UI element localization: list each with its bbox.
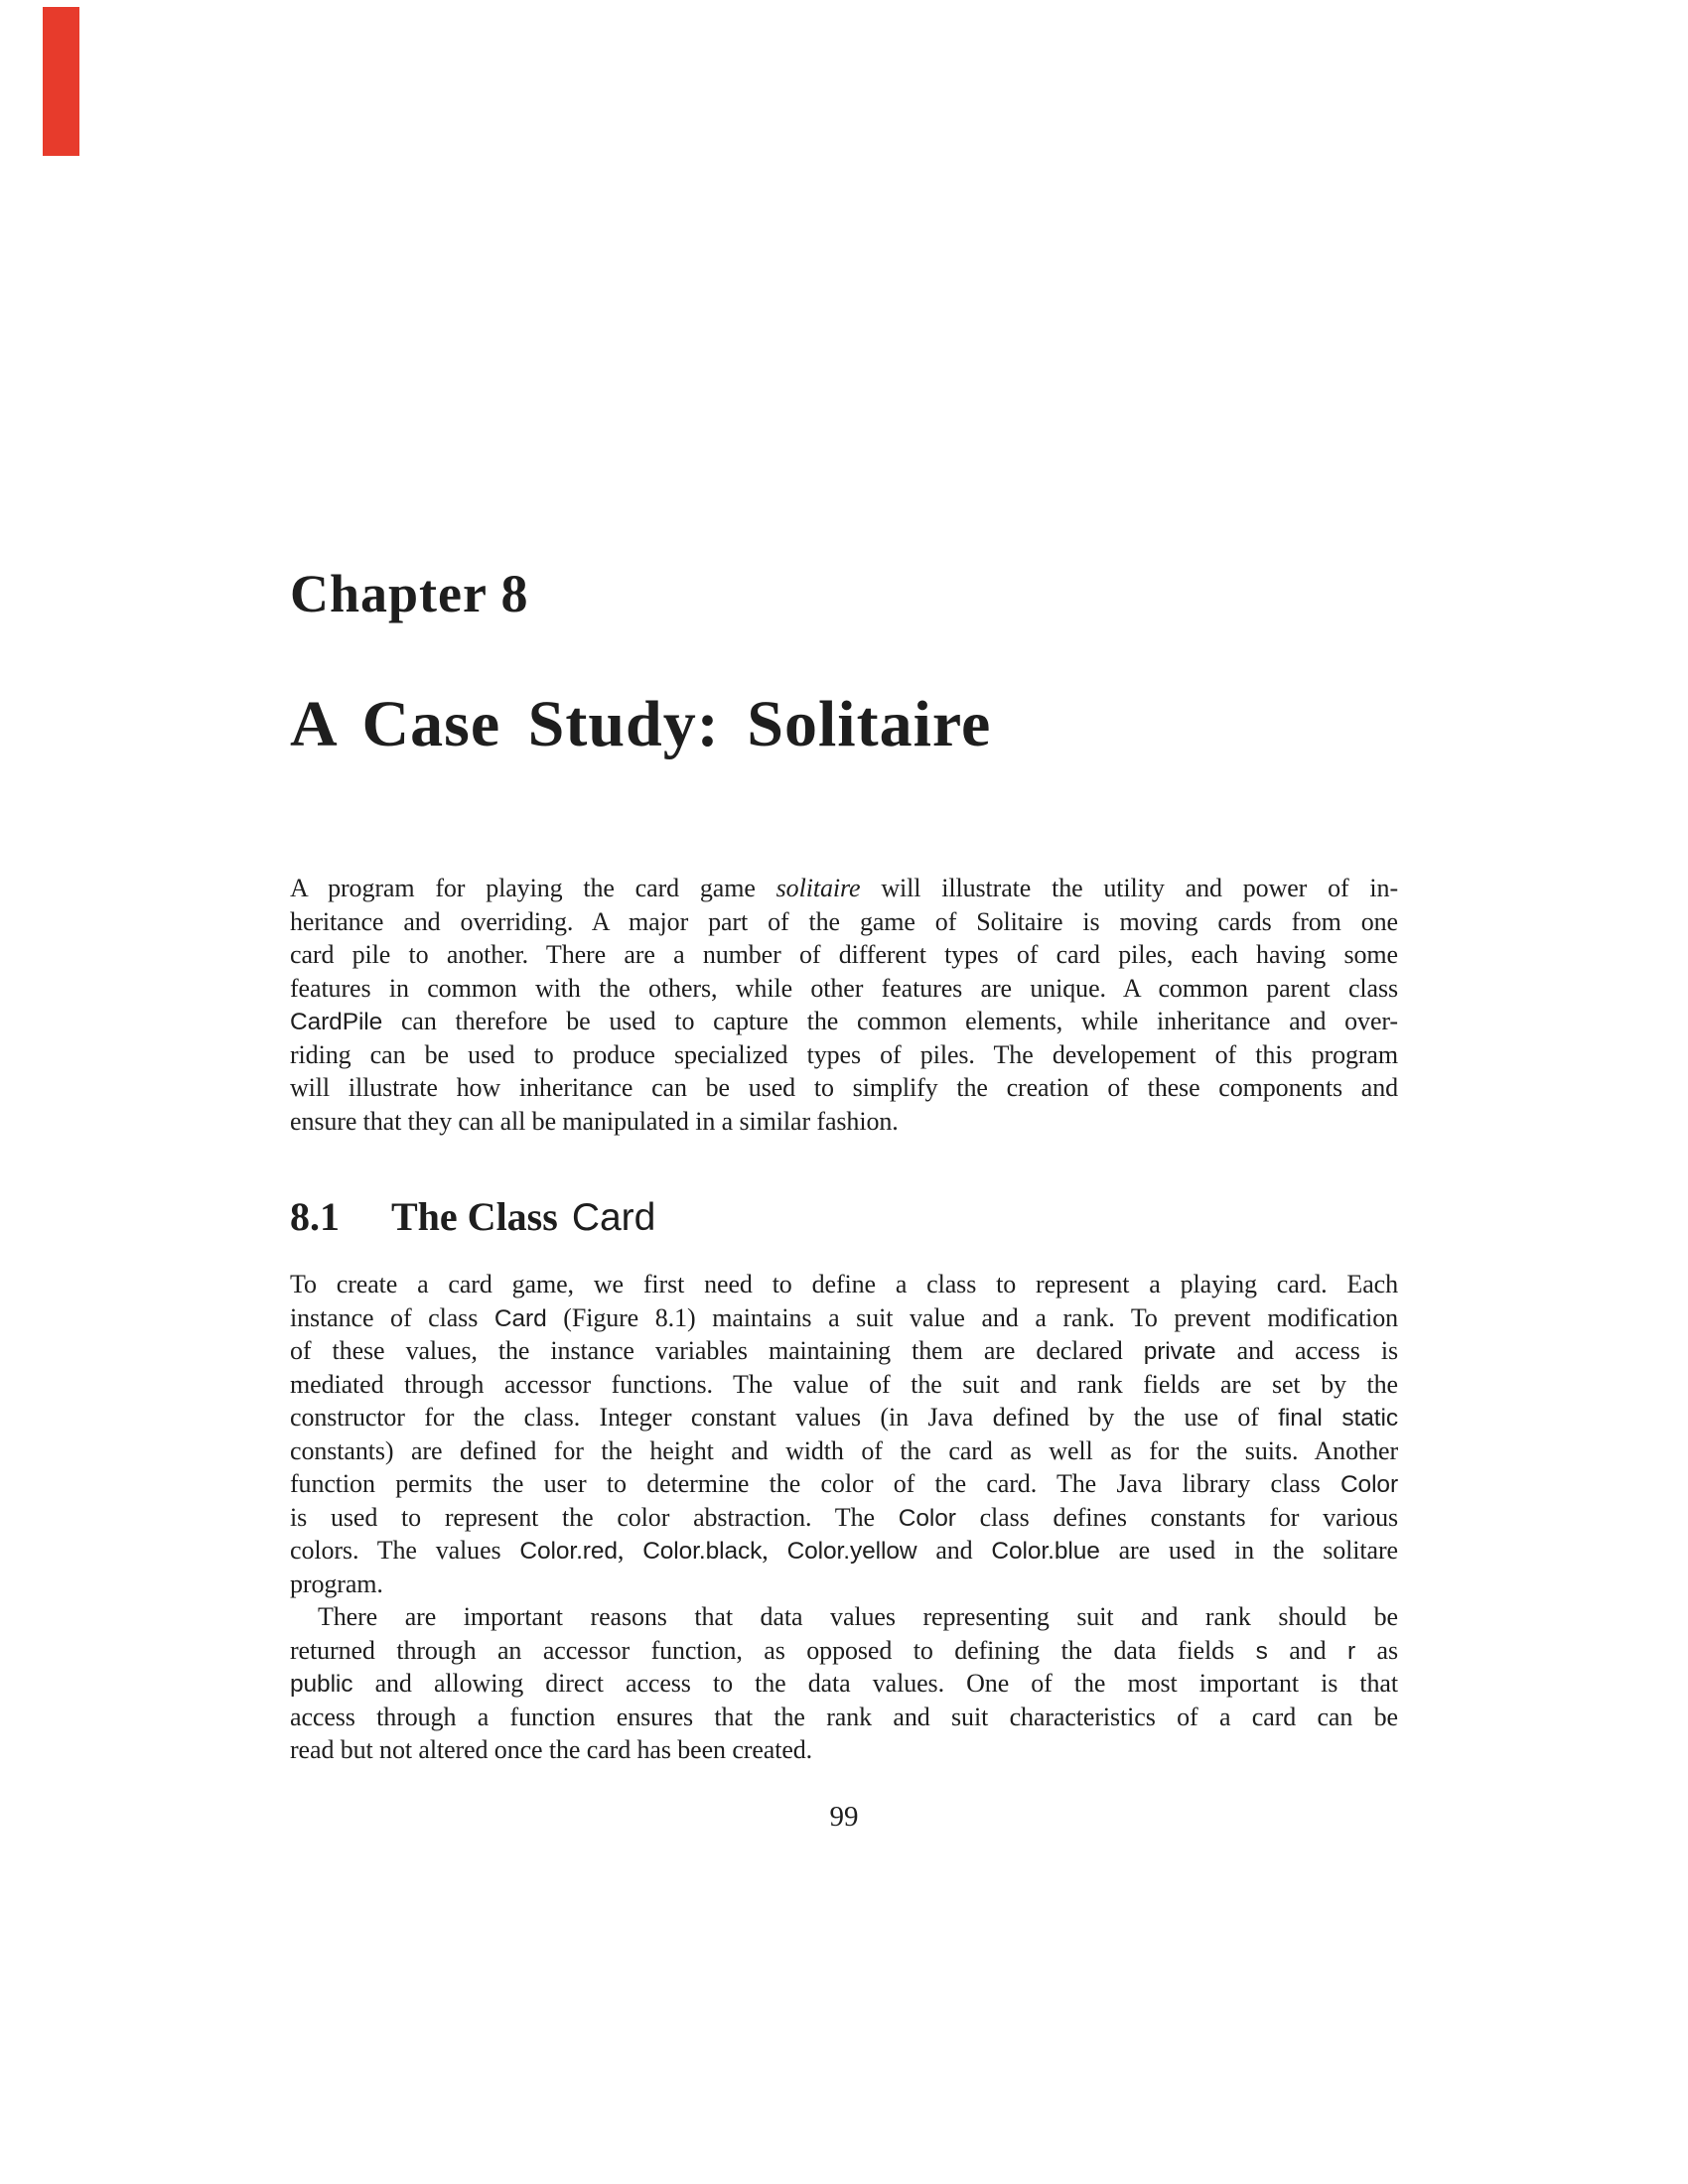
text-line [290, 1701, 1398, 1734]
code-identifier: public [290, 1671, 353, 1698]
text-segment: (Figure 8.1) maintains a suit value and a rank. To prevent modification [546, 1302, 1398, 1332]
code-identifier: Color.black [642, 1538, 763, 1565]
code-identifier: Color [898, 1504, 956, 1532]
text-line [290, 972, 1398, 1006]
text-segment: and [916, 1536, 992, 1565]
code-identifier: r [1346, 1637, 1356, 1665]
text-segment: mediated through accessor functions. The value of the suit and rank fields are set by the [290, 1369, 1398, 1399]
text-segment: constructor for the class. Integer constant values (in Java defined by the use of [290, 1403, 1279, 1432]
section-title-classname: Card [571, 1196, 656, 1239]
text-line [290, 1733, 1398, 1767]
text-line [290, 1038, 1398, 1072]
text-segment: as [1355, 1635, 1398, 1665]
text-line [290, 872, 1398, 905]
text-segment: class defines constants for various [955, 1502, 1398, 1532]
code-identifier: CardPile [290, 1009, 383, 1035]
text-line [290, 1534, 1398, 1568]
body-paragraph [290, 1268, 1398, 1600]
text-line [290, 905, 1398, 939]
text-line [290, 1568, 1398, 1601]
text-line [290, 1401, 1398, 1434]
text-segment: and allowing direct access to the data values. One of the most important is that [352, 1669, 1398, 1698]
text-segment: and [1267, 1635, 1347, 1665]
text-segment: riding can be used to produce specialized types of piles. The developement of this program [290, 1039, 1398, 1069]
text-line [290, 1334, 1398, 1368]
code-identifier: private [1143, 1338, 1216, 1365]
text-segment: will illustrate the utility and power of in- [860, 874, 1399, 902]
code-identifier: final static [1278, 1405, 1398, 1432]
text-line [290, 938, 1398, 972]
text-segment: ensure that they can all be manipulated in a similar fashion. [290, 1106, 899, 1136]
text-segment: can therefore be used to capture the common elements, while inheritance and over- [382, 1007, 1398, 1035]
code-identifier: Card [493, 1304, 547, 1332]
code-identifier: Color.blue [991, 1538, 1100, 1565]
code-identifier: Color [1339, 1471, 1398, 1498]
text-segment: constants) are defined for the height and width of the card as well as for the suits. Another [290, 1435, 1398, 1465]
text-segment: , [762, 1536, 787, 1565]
section-number: 8.1 [290, 1194, 340, 1239]
text-line [290, 1667, 1398, 1701]
text-line [290, 1501, 1398, 1535]
text-segment: There are important reasons that data values representing suit and rank should be [318, 1602, 1398, 1631]
text-line [290, 1467, 1398, 1501]
text-segment: access through a function ensures that the rank and suit characteristics of a card can be [290, 1702, 1398, 1731]
text-segment: are used in the solitare [1099, 1536, 1398, 1565]
text-segment: card pile to another. There are a number of different types of card piles, each having some [290, 940, 1398, 969]
code-identifier: Color.red [519, 1538, 618, 1565]
text-line [290, 1268, 1398, 1301]
text-line [290, 1005, 1398, 1038]
text-segment: and access is [1215, 1336, 1398, 1365]
text-line [290, 1071, 1398, 1105]
text-line [290, 1600, 1398, 1634]
text-segment: instance of class [290, 1302, 494, 1332]
text-segment: , [617, 1536, 643, 1565]
text-segment: colors. The values [290, 1536, 520, 1565]
section-heading [290, 1193, 655, 1242]
section-title-text: The Class [391, 1194, 558, 1239]
body-paragraph [290, 1600, 1398, 1767]
intro-paragraph [290, 872, 1398, 1138]
text-line [290, 1634, 1398, 1668]
text-segment: features in common with the others, while other features are unique. A common parent class [290, 973, 1398, 1003]
text-segment: function permits the user to determine the color of the card. The Java library class [290, 1469, 1340, 1498]
text-segment: program. [290, 1569, 383, 1598]
text-line [290, 1301, 1398, 1335]
text-line [290, 1434, 1398, 1468]
text-segment: of these values, the instance variables maintaining them are declared [290, 1336, 1144, 1365]
text-segment: is used to represent the color abstraction. The [290, 1502, 899, 1532]
text-segment: read but not altered once the card has been created. [290, 1735, 813, 1764]
text-line [290, 1105, 1398, 1139]
red-bookmark-icon [43, 7, 79, 156]
text-segment: solitaire [775, 874, 861, 902]
code-identifier: s [1255, 1637, 1268, 1665]
text-segment: will illustrate how inheritance can be used to simplify the creation of these components and [290, 1073, 1398, 1102]
chapter-title: A Case Study: Solitaire [290, 688, 992, 760]
chapter-heading: Chapter 8 [290, 564, 529, 623]
page-number: 99 [829, 1801, 859, 1833]
text-segment: A program for playing the card game [290, 874, 776, 902]
text-line [290, 1368, 1398, 1402]
text-segment: To create a card game, we first need to define a class to represent a playing card. Each [290, 1270, 1398, 1298]
text-segment: heritance and overriding. A major part of the game of Solitaire is moving cards from one [290, 906, 1398, 936]
code-identifier: Color.yellow [786, 1538, 917, 1565]
text-segment: returned through an accessor function, as opposed to defining the data fields [290, 1635, 1256, 1665]
